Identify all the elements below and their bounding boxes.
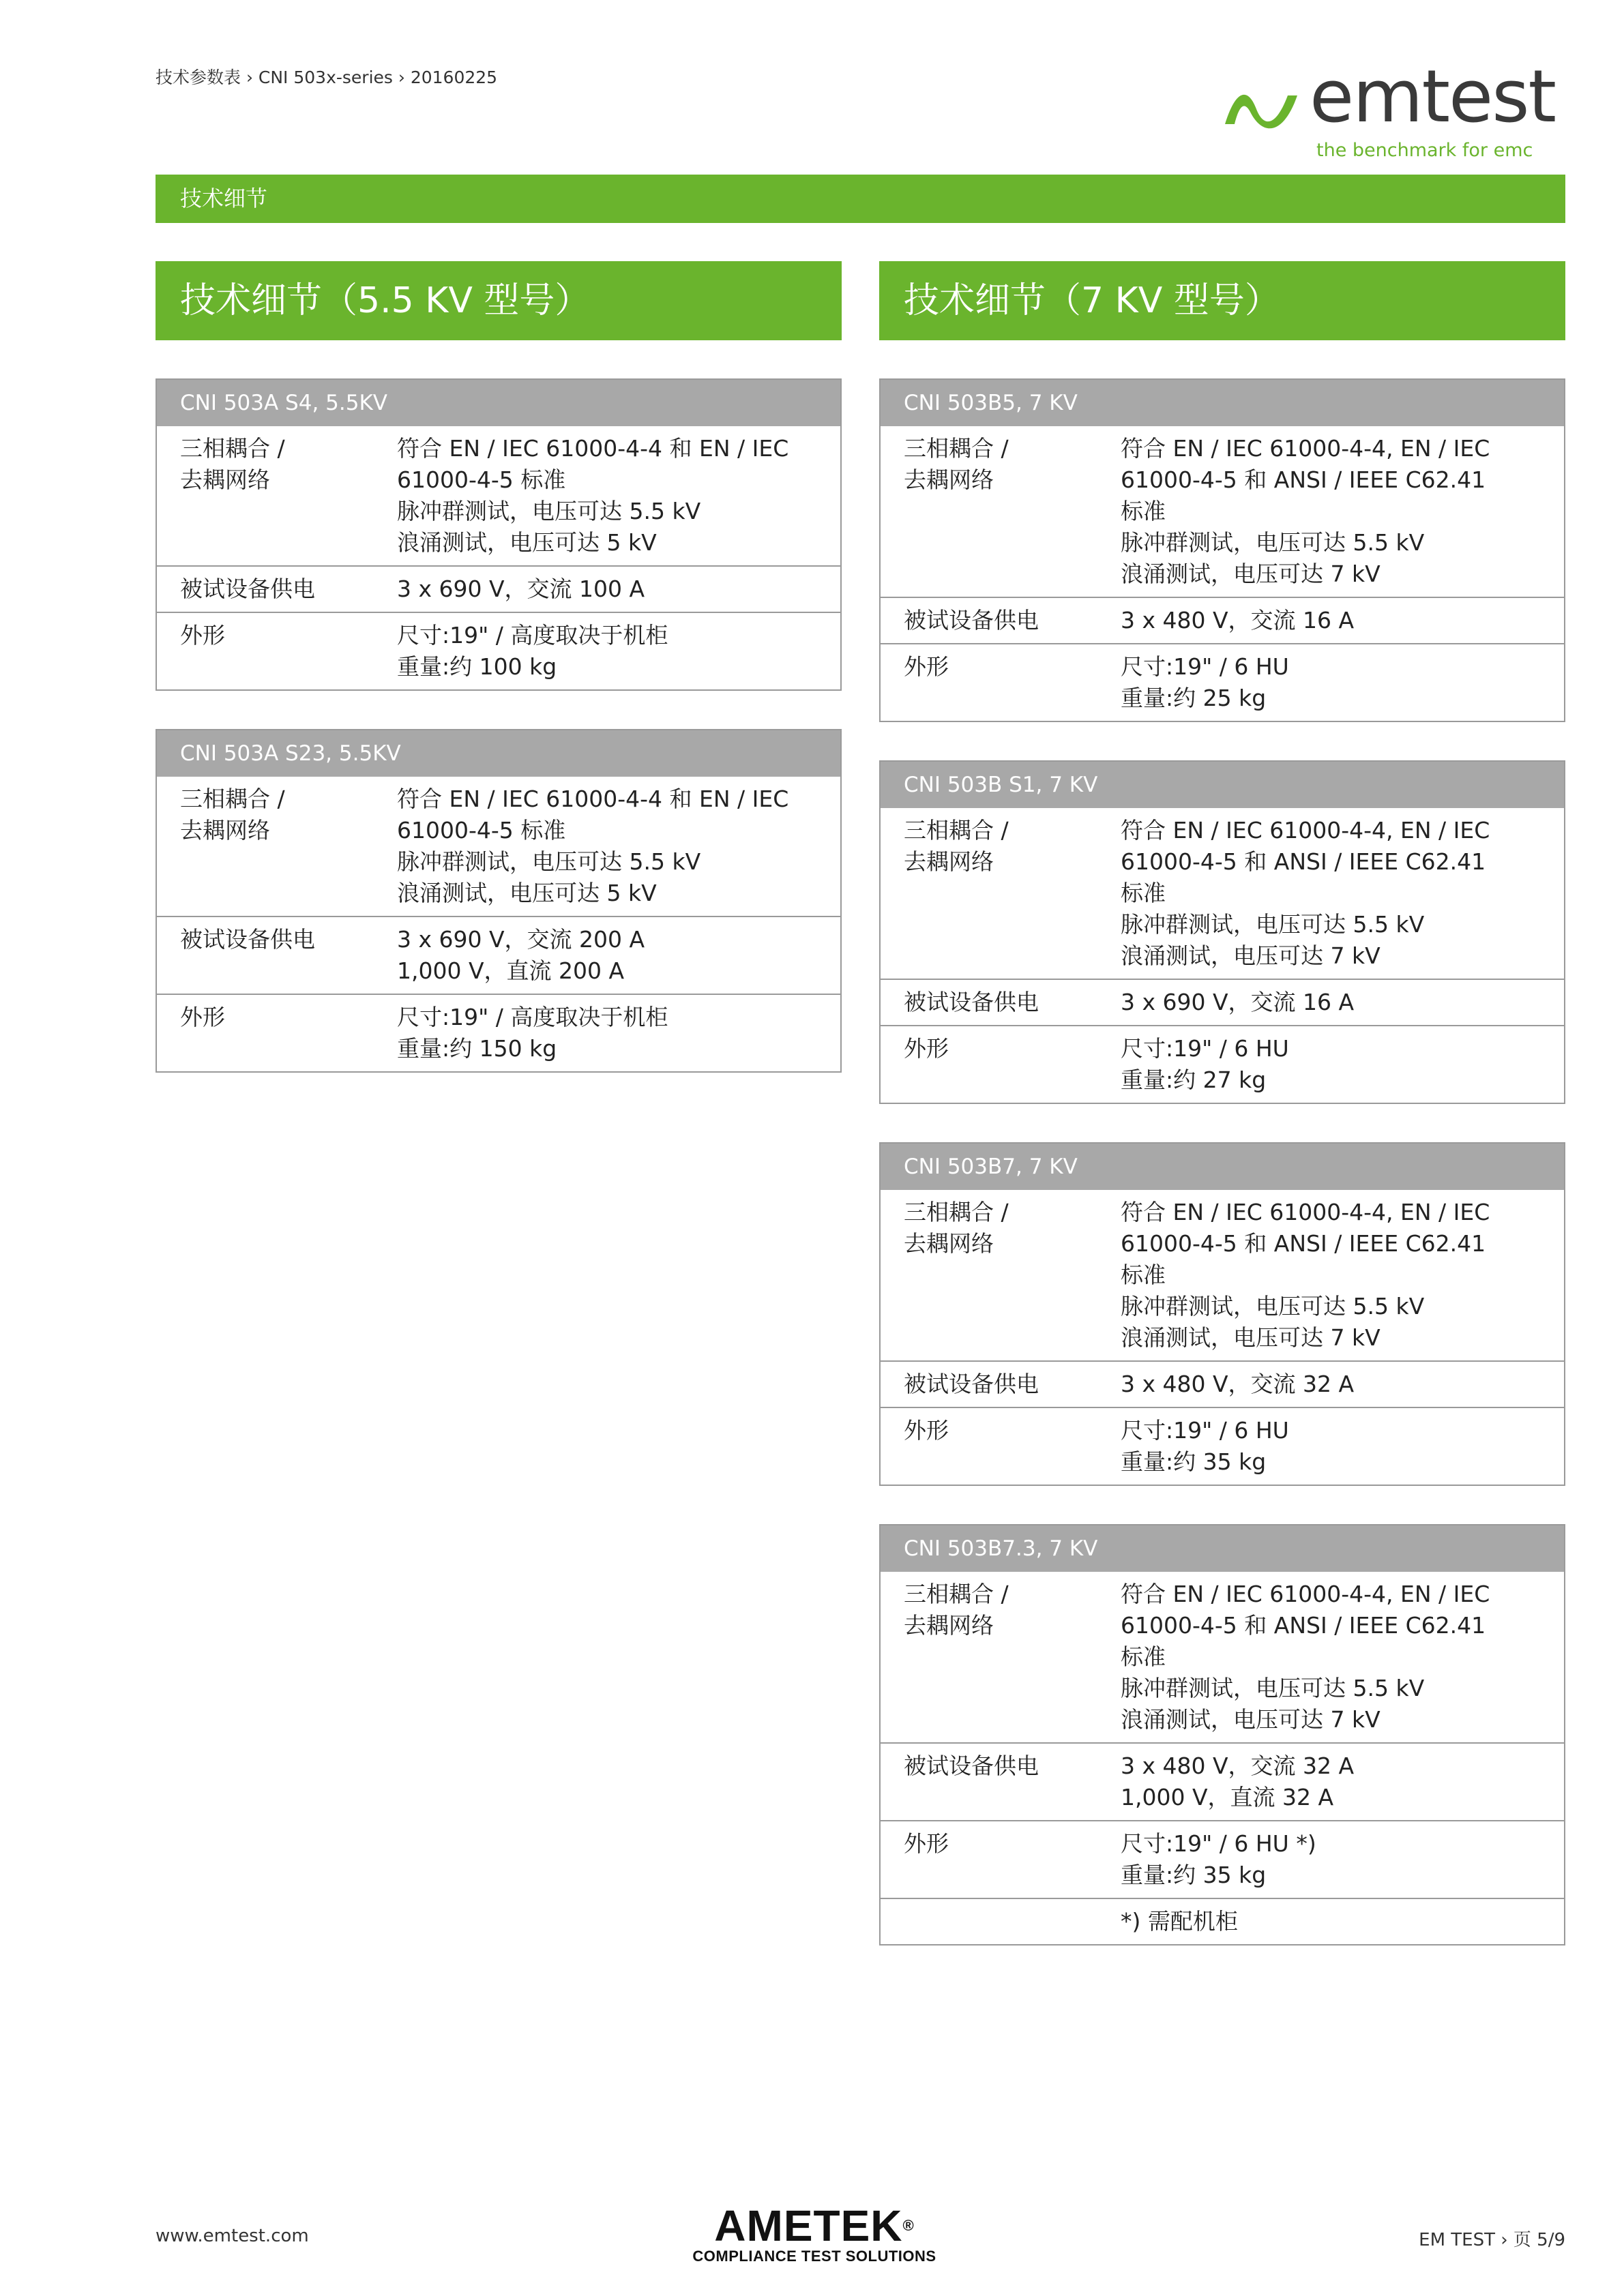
spec-label: [881, 1906, 1121, 1937]
spec-value-line: 浪涌测试，电压可达 5 kV: [397, 529, 657, 556]
spec-value-line: 尺寸:19" / 高度取决于机柜: [397, 1004, 668, 1030]
spec-label-line: 外形: [904, 653, 949, 680]
spec-row: [157, 426, 840, 565]
spec-label: [881, 1369, 1121, 1400]
logo-word: emtest: [1310, 55, 1556, 138]
spec-value-line: 尺寸:19" / 高度取决于机柜: [397, 622, 668, 648]
spec-label-line: 三相耦合 /: [180, 786, 285, 812]
spec-label: [157, 924, 397, 987]
spec-label-line: 去耦网络: [904, 1230, 994, 1257]
spec-label: [881, 1415, 1121, 1478]
spec-value-line: 尺寸:19" / 6 HU: [1121, 1035, 1289, 1062]
spec-table: [879, 760, 1565, 1104]
spec-label-line: 三相耦合 /: [904, 817, 1009, 844]
spec-value-line: *) 需配机柜: [1121, 1908, 1238, 1935]
spec-table: [879, 378, 1565, 722]
spec-table-title: CNI 503A S23, 5.5KV: [157, 730, 840, 777]
spec-value-line: 符合 EN / IEC 61000-4-4 和 EN / IEC: [397, 786, 789, 812]
spec-value: [1121, 987, 1564, 1018]
spec-value-line: 符合 EN / IEC 61000-4-4, EN / IEC: [1121, 435, 1490, 462]
spec-value: [397, 924, 840, 987]
spec-value-line: 3 x 480 V，交流 32 A: [1121, 1753, 1355, 1779]
spec-label: [881, 605, 1121, 636]
spec-label: [881, 651, 1121, 714]
spec-value-line: 3 x 480 V，交流 32 A: [1121, 1371, 1355, 1397]
spec-row: [881, 1820, 1564, 1898]
spec-value-line: 浪涌测试，电压可达 7 kV: [1121, 1324, 1381, 1351]
spec-row: [881, 1572, 1564, 1742]
spec-label-line: 三相耦合 /: [904, 1581, 1009, 1607]
section-title: 技术细节: [180, 185, 268, 211]
spec-label-line: 去耦网络: [904, 1612, 994, 1639]
ametek-subtitle: COMPLIANCE TEST SOLUTIONS: [692, 2248, 936, 2265]
spec-row: [881, 643, 1564, 721]
spec-table-title: CNI 503B7, 7 KV: [881, 1144, 1564, 1190]
right-column-title: 技术细节（7 KV 型号）: [879, 261, 1565, 340]
spec-value-line: 重量:约 27 kg: [1121, 1067, 1267, 1093]
spec-value-line: 3 x 480 V，交流 16 A: [1121, 607, 1355, 633]
spec-label-line: 被试设备供电: [904, 607, 1039, 633]
right-spec-list: [879, 378, 1565, 1945]
spec-value-line: 61000-4-5 和 ANSI / IEEE C62.41: [1121, 1612, 1486, 1639]
spec-table-title: CNI 503B5, 7 KV: [881, 380, 1564, 426]
spec-value-line: 符合 EN / IEC 61000-4-4, EN / IEC: [1121, 817, 1490, 844]
spec-value-line: 重量:约 25 kg: [1121, 685, 1267, 711]
spec-value-line: 1,000 V，直流 200 A: [397, 957, 625, 984]
right-column: [879, 261, 1565, 1945]
spec-value-line: 61000-4-5 标准: [397, 466, 566, 493]
spec-value-line: 符合 EN / IEC 61000-4-4, EN / IEC: [1121, 1199, 1490, 1225]
spec-value: [397, 573, 840, 605]
spec-value-line: 脉冲群测试，电压可达 5.5 kV: [1121, 1293, 1425, 1320]
footer-url[interactable]: www.emtest.com: [156, 2226, 309, 2246]
spec-row: [157, 994, 840, 1071]
left-spec-list: [156, 378, 842, 1073]
spec-value-line: 重量:约 35 kg: [1121, 1448, 1267, 1475]
spec-label-line: 外形: [904, 1035, 949, 1062]
spec-value-line: 标准: [1121, 1643, 1166, 1670]
spec-label-line: 被试设备供电: [904, 989, 1039, 1015]
footer-page-number: EM TEST › 页 5/9: [1419, 2230, 1565, 2250]
spec-row: [881, 426, 1564, 597]
spec-table: [879, 1524, 1565, 1945]
spec-label-line: 外形: [904, 1830, 949, 1857]
spec-value: [1121, 1415, 1564, 1478]
spec-row: [157, 777, 840, 916]
spec-label-line: 去耦网络: [180, 817, 270, 844]
spec-label-line: 三相耦合 /: [904, 435, 1009, 462]
spec-row: [881, 1360, 1564, 1407]
spec-value-line: 标准: [1121, 1262, 1166, 1288]
spec-value-line: 3 x 690 V，交流 200 A: [397, 926, 645, 953]
spec-label-line: 三相耦合 /: [904, 1199, 1009, 1225]
spec-value-line: 3 x 690 V，交流 16 A: [1121, 989, 1355, 1015]
spec-label-line: 外形: [180, 622, 225, 648]
spec-table: [879, 1142, 1565, 1486]
spec-value-line: 1,000 V，直流 32 A: [1121, 1784, 1334, 1810]
spec-row: [157, 565, 840, 612]
spec-value: [397, 433, 840, 558]
spec-value: [1121, 1750, 1564, 1813]
spec-value-line: 重量:约 150 kg: [397, 1035, 557, 1062]
spec-value: [1121, 1828, 1564, 1891]
spec-value: [397, 1002, 840, 1064]
left-column: [156, 261, 842, 1073]
spec-row: [157, 916, 840, 994]
ametek-word: AMETEK: [714, 2201, 903, 2250]
spec-label: [157, 784, 397, 909]
spec-row: [881, 1742, 1564, 1820]
spec-value-line: 尺寸:19" / 6 HU: [1121, 1417, 1289, 1444]
spec-table-title: CNI 503A S4, 5.5KV: [157, 380, 840, 426]
spec-value: [1121, 1197, 1564, 1354]
spec-label-line: 外形: [180, 1004, 225, 1030]
spec-value: [1121, 1369, 1564, 1400]
spec-row: [157, 612, 840, 689]
emtest-logo: [1221, 55, 1562, 170]
spec-label: [881, 1750, 1121, 1813]
spec-value-line: 脉冲群测试，电压可达 5.5 kV: [1121, 529, 1425, 556]
spec-row: [881, 1190, 1564, 1360]
ametek-reg-mark: ®: [902, 2217, 915, 2234]
spec-value: [1121, 605, 1564, 636]
breadcrumb: 技术参数表 › CNI 503x-series › 20160225: [156, 68, 498, 87]
spec-value-line: 脉冲群测试，电压可达 5.5 kV: [397, 498, 701, 524]
spec-value-line: 重量:约 35 kg: [1121, 1862, 1267, 1888]
spec-label-line: 去耦网络: [904, 848, 994, 875]
spec-label: [157, 620, 397, 683]
spec-label: [881, 815, 1121, 972]
spec-value-line: 61000-4-5 和 ANSI / IEEE C62.41: [1121, 1230, 1486, 1257]
spec-label-line: 三相耦合 /: [180, 435, 285, 462]
spec-value-line: 标准: [1121, 880, 1166, 906]
spec-value: [1121, 815, 1564, 972]
spec-label: [881, 987, 1121, 1018]
spec-value-line: 符合 EN / IEC 61000-4-4, EN / IEC: [1121, 1581, 1490, 1607]
spec-label-line: 被试设备供电: [180, 576, 315, 602]
section-bar: [156, 175, 1565, 223]
spec-row: [881, 979, 1564, 1025]
spec-value-line: 浪涌测试，电压可达 7 kV: [1121, 561, 1381, 587]
left-column-title: 技术细节（5.5 KV 型号）: [156, 261, 842, 340]
spec-value-line: 61000-4-5 标准: [397, 817, 566, 844]
spec-row: [881, 597, 1564, 643]
spec-table: [156, 378, 842, 691]
spec-label-line: 被试设备供电: [904, 1753, 1039, 1779]
emtest-swirl-icon: [1221, 82, 1310, 136]
spec-value: [1121, 433, 1564, 590]
spec-label-line: 被试设备供电: [904, 1371, 1039, 1397]
spec-table-title: CNI 503B S1, 7 KV: [881, 762, 1564, 808]
spec-row: [881, 1407, 1564, 1485]
spec-row: [881, 808, 1564, 979]
spec-table-title: CNI 503B7.3, 7 KV: [881, 1525, 1564, 1572]
spec-label: [157, 1002, 397, 1064]
spec-value-line: 61000-4-5 和 ANSI / IEEE C62.41: [1121, 848, 1486, 875]
spec-label: [157, 573, 397, 605]
spec-value-line: 浪涌测试，电压可达 5 kV: [397, 880, 657, 906]
spec-label-line: 外形: [904, 1417, 949, 1444]
spec-value: [1121, 1906, 1564, 1937]
spec-value: [397, 620, 840, 683]
spec-label: [881, 1828, 1121, 1891]
spec-value-line: 脉冲群测试，电压可达 5.5 kV: [1121, 911, 1425, 938]
spec-value-line: 标准: [1121, 498, 1166, 524]
spec-table: [156, 729, 842, 1073]
spec-value: [1121, 1033, 1564, 1096]
spec-value-line: 符合 EN / IEC 61000-4-4 和 EN / IEC: [397, 435, 789, 462]
ametek-logo: [688, 2201, 941, 2265]
spec-label: [881, 1033, 1121, 1096]
spec-value-line: 脉冲群测试，电压可达 5.5 kV: [397, 848, 701, 875]
spec-label: [881, 1579, 1121, 1735]
logo-tagline: the benchmark for emc: [1316, 140, 1533, 161]
spec-value: [1121, 651, 1564, 714]
ametek-wordmark: [688, 2201, 941, 2250]
spec-label: [157, 433, 397, 558]
spec-label: [881, 433, 1121, 590]
spec-value-line: 脉冲群测试，电压可达 5.5 kV: [1121, 1675, 1425, 1701]
spec-value: [397, 784, 840, 909]
spec-row: [881, 1025, 1564, 1103]
spec-value-line: 3 x 690 V，交流 100 A: [397, 576, 645, 602]
spec-label-line: 被试设备供电: [180, 926, 315, 953]
spec-value-line: 61000-4-5 和 ANSI / IEEE C62.41: [1121, 466, 1486, 493]
spec-value-line: 尺寸:19" / 6 HU: [1121, 653, 1289, 680]
spec-label-line: 去耦网络: [180, 466, 270, 493]
spec-row: [881, 1898, 1564, 1944]
spec-value-line: 浪涌测试，电压可达 7 kV: [1121, 942, 1381, 969]
spec-value-line: 重量:约 100 kg: [397, 653, 557, 680]
spec-label-line: 去耦网络: [904, 466, 994, 493]
spec-label: [881, 1197, 1121, 1354]
spec-value: [1121, 1579, 1564, 1735]
spec-value-line: 尺寸:19" / 6 HU *): [1121, 1830, 1316, 1857]
spec-value-line: 浪涌测试，电压可达 7 kV: [1121, 1706, 1381, 1733]
